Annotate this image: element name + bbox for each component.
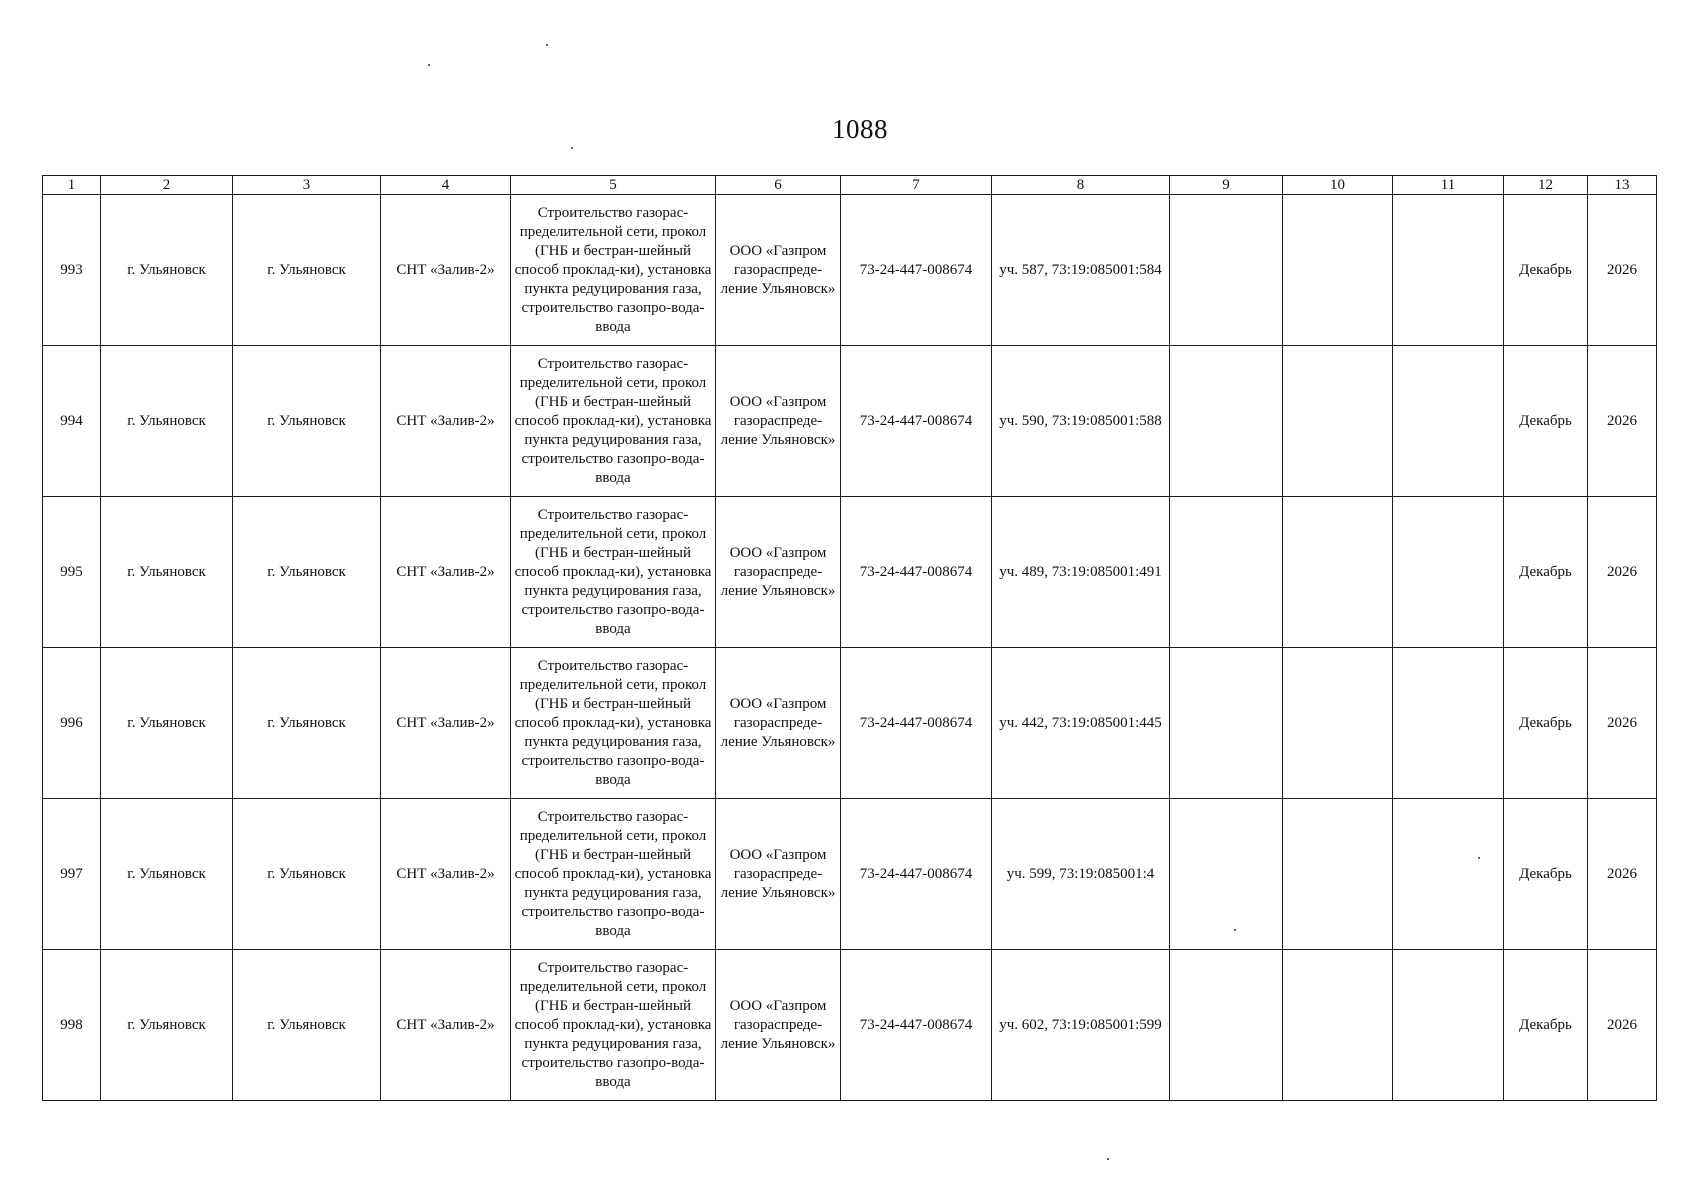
empty-cell bbox=[1393, 950, 1504, 1101]
column-header: 8 bbox=[992, 176, 1170, 195]
code-cell: 73-24-447-008674 bbox=[841, 799, 992, 950]
district-cell: г. Ульяновск bbox=[101, 950, 233, 1101]
scan-speck bbox=[428, 64, 430, 66]
empty-cell bbox=[1283, 497, 1393, 648]
works-cell: Строительство газорас-пределительной сети, прокол (ГНБ и бестран-шейный способ проклад-ки), установка пункта редуцирования газа, строительство газопро-вода-ввода bbox=[511, 497, 716, 648]
table-row bbox=[43, 648, 1657, 799]
year-cell: 2026 bbox=[1588, 648, 1657, 799]
location-cell: СНТ «Залив-2» bbox=[381, 799, 511, 950]
settlement-cell: г. Ульяновск bbox=[233, 195, 381, 346]
column-header: 2 bbox=[101, 176, 233, 195]
row-number: 994 bbox=[43, 346, 101, 497]
location-cell: СНТ «Залив-2» bbox=[381, 346, 511, 497]
table-row bbox=[43, 497, 1657, 648]
row-number: 998 bbox=[43, 950, 101, 1101]
district-cell: г. Ульяновск bbox=[101, 195, 233, 346]
column-header: 11 bbox=[1393, 176, 1504, 195]
column-header: 3 bbox=[233, 176, 381, 195]
plot-cell: уч. 442, 73:19:085001:445 bbox=[992, 648, 1170, 799]
location-cell: СНТ «Залив-2» bbox=[381, 648, 511, 799]
district-cell: г. Ульяновск bbox=[101, 799, 233, 950]
district-cell: г. Ульяновск bbox=[101, 346, 233, 497]
scan-speck bbox=[1234, 929, 1236, 931]
code-cell: 73-24-447-008674 bbox=[841, 195, 992, 346]
row-number: 995 bbox=[43, 497, 101, 648]
column-header: 12 bbox=[1504, 176, 1588, 195]
plot-cell: уч. 587, 73:19:085001:584 bbox=[992, 195, 1170, 346]
empty-cell bbox=[1393, 346, 1504, 497]
settlement-cell: г. Ульяновск bbox=[233, 799, 381, 950]
year-cell: 2026 bbox=[1588, 497, 1657, 648]
column-header: 6 bbox=[716, 176, 841, 195]
year-cell: 2026 bbox=[1588, 195, 1657, 346]
table-row bbox=[43, 346, 1657, 497]
owner-cell: ООО «Газпром газораспреде-ление Ульяновск» bbox=[716, 950, 841, 1101]
scan-speck bbox=[1107, 1158, 1109, 1160]
owner-cell: ООО «Газпром газораспреде-ление Ульяновск» bbox=[716, 799, 841, 950]
column-header: 4 bbox=[381, 176, 511, 195]
settlement-cell: г. Ульяновск bbox=[233, 648, 381, 799]
plot-cell: уч. 489, 73:19:085001:491 bbox=[992, 497, 1170, 648]
month-cell: Декабрь bbox=[1504, 950, 1588, 1101]
works-cell: Строительство газорас-пределительной сети, прокол (ГНБ и бестран-шейный способ проклад-ки), установка пункта редуцирования газа, строительство газопро-вода-ввода bbox=[511, 346, 716, 497]
year-cell: 2026 bbox=[1588, 950, 1657, 1101]
settlement-cell: г. Ульяновск bbox=[233, 497, 381, 648]
empty-cell bbox=[1170, 648, 1283, 799]
empty-cell bbox=[1393, 799, 1504, 950]
plot-cell: уч. 602, 73:19:085001:599 bbox=[992, 950, 1170, 1101]
plot-cell: уч. 590, 73:19:085001:588 bbox=[992, 346, 1170, 497]
page-number: 1088 bbox=[832, 114, 888, 144]
empty-cell bbox=[1283, 799, 1393, 950]
month-cell: Декабрь bbox=[1504, 497, 1588, 648]
owner-cell: ООО «Газпром газораспреде-ление Ульяновск» bbox=[716, 346, 841, 497]
code-cell: 73-24-447-008674 bbox=[841, 346, 992, 497]
scan-speck bbox=[1478, 857, 1480, 859]
location-cell: СНТ «Залив-2» bbox=[381, 950, 511, 1101]
settlement-cell: г. Ульяновск bbox=[233, 950, 381, 1101]
empty-cell bbox=[1283, 648, 1393, 799]
owner-cell: ООО «Газпром газораспреде-ление Ульяновск» bbox=[716, 497, 841, 648]
code-cell: 73-24-447-008674 bbox=[841, 648, 992, 799]
column-header: 1 bbox=[43, 176, 101, 195]
empty-cell bbox=[1283, 950, 1393, 1101]
empty-cell bbox=[1170, 346, 1283, 497]
empty-cell bbox=[1170, 195, 1283, 346]
empty-cell bbox=[1170, 497, 1283, 648]
month-cell: Декабрь bbox=[1504, 346, 1588, 497]
empty-cell bbox=[1283, 195, 1393, 346]
register-table bbox=[42, 175, 1657, 1101]
table-row bbox=[43, 195, 1657, 346]
column-header: 9 bbox=[1170, 176, 1283, 195]
location-cell: СНТ «Залив-2» bbox=[381, 195, 511, 346]
empty-cell bbox=[1393, 497, 1504, 648]
column-header: 13 bbox=[1588, 176, 1657, 195]
row-number: 993 bbox=[43, 195, 101, 346]
scan-speck bbox=[546, 44, 548, 46]
empty-cell bbox=[1283, 346, 1393, 497]
year-cell: 2026 bbox=[1588, 799, 1657, 950]
table-row bbox=[43, 950, 1657, 1101]
empty-cell bbox=[1170, 950, 1283, 1101]
location-cell: СНТ «Залив-2» bbox=[381, 497, 511, 648]
owner-cell: ООО «Газпром газораспреде-ление Ульяновск» bbox=[716, 648, 841, 799]
column-header: 10 bbox=[1283, 176, 1393, 195]
empty-cell bbox=[1393, 648, 1504, 799]
month-cell: Декабрь bbox=[1504, 195, 1588, 346]
column-header: 5 bbox=[511, 176, 716, 195]
empty-cell bbox=[1170, 799, 1283, 950]
settlement-cell: г. Ульяновск bbox=[233, 346, 381, 497]
works-cell: Строительство газорас-пределительной сети, прокол (ГНБ и бестран-шейный способ проклад-ки), установка пункта редуцирования газа, строительство газопро-вода-ввода bbox=[511, 799, 716, 950]
month-cell: Декабрь bbox=[1504, 799, 1588, 950]
district-cell: г. Ульяновск bbox=[101, 497, 233, 648]
works-cell: Строительство газорас-пределительной сети, прокол (ГНБ и бестран-шейный способ проклад-ки), установка пункта редуцирования газа, строительство газопро-вода-ввода bbox=[511, 195, 716, 346]
year-cell: 2026 bbox=[1588, 346, 1657, 497]
row-number: 997 bbox=[43, 799, 101, 950]
row-number: 996 bbox=[43, 648, 101, 799]
scan-speck bbox=[571, 147, 573, 149]
table-row bbox=[43, 799, 1657, 950]
works-cell: Строительство газорас-пределительной сети, прокол (ГНБ и бестран-шейный способ проклад-ки), установка пункта редуцирования газа, строительство газопро-вода-ввода bbox=[511, 950, 716, 1101]
column-number-row bbox=[43, 176, 1657, 195]
code-cell: 73-24-447-008674 bbox=[841, 950, 992, 1101]
plot-cell: уч. 599, 73:19:085001:4 bbox=[992, 799, 1170, 950]
owner-cell: ООО «Газпром газораспреде-ление Ульяновск» bbox=[716, 195, 841, 346]
district-cell: г. Ульяновск bbox=[101, 648, 233, 799]
month-cell: Декабрь bbox=[1504, 648, 1588, 799]
works-cell: Строительство газорас-пределительной сети, прокол (ГНБ и бестран-шейный способ проклад-ки), установка пункта редуцирования газа, строительство газопро-вода-ввода bbox=[511, 648, 716, 799]
empty-cell bbox=[1393, 195, 1504, 346]
code-cell: 73-24-447-008674 bbox=[841, 497, 992, 648]
column-header: 7 bbox=[841, 176, 992, 195]
